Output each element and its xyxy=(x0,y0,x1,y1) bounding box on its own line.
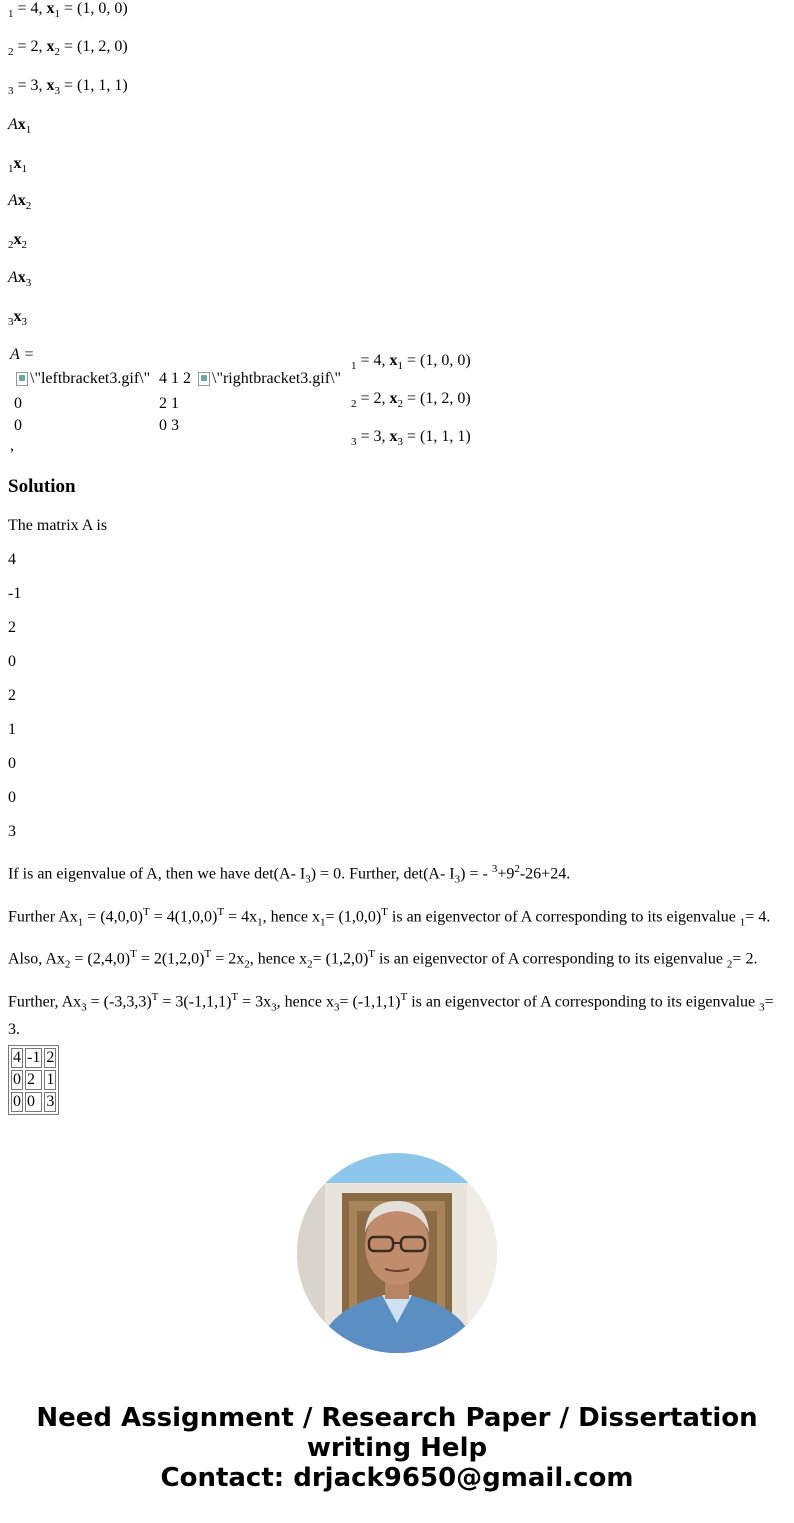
author-photo xyxy=(297,1153,497,1353)
paragraph-eigenvector-3: Further, $Ax_3 = (-3,3,3)^T = 3(-1,1,1)^T = 3x_3$, hence $x_3= (-1,1,1)^T$ is an eigenvector of A corresponding to its eigenvalue $_3$= 3. xyxy=(8,991,774,1038)
footer-line-1: Need Assignment / Research Paper / Dissertation xyxy=(36,1403,758,1433)
matrix-col0-row3: 0 xyxy=(14,417,22,434)
table-cell: 2 xyxy=(46,1049,55,1066)
eigen-line-2: $_2$ = 2, $x_2 = (1$, 2, 0) xyxy=(8,38,128,59)
product-ax1: $Ax_1$ xyxy=(8,116,32,137)
table-cell: 3 xyxy=(46,1093,55,1110)
footer-ad xyxy=(0,1403,794,1493)
eigen-right-3: $_3$ = 3, $x_3 = (1$, 1, 1) xyxy=(351,428,471,449)
table-cell: 0 xyxy=(25,1092,42,1112)
footer-line-2: writing Help xyxy=(306,1433,488,1463)
entry-6: 1 xyxy=(8,721,16,738)
matrix-label: A = xyxy=(10,346,35,363)
matrix-row-2: 2 1 xyxy=(159,395,179,412)
entry-4: 0 xyxy=(8,653,16,670)
matrix-table xyxy=(8,1045,59,1115)
product-lx3: $_3x_3$ xyxy=(8,308,27,329)
product-lx2: $_2x_2$ xyxy=(8,231,27,252)
product-ax2: $Ax_2$ xyxy=(8,192,32,213)
matrix-comma: , xyxy=(10,437,14,454)
author-portrait-icon xyxy=(297,1153,497,1353)
entry-8: 0 xyxy=(8,789,16,806)
table-cell: 4 xyxy=(13,1049,21,1066)
paragraph-characteristic: If is an eigenvalue of A, then we have det(A- $I_3) = 0$. Further, det(A- $I_3$) = - $^3+9^2-26+24$. xyxy=(8,863,571,886)
table-cell: -1 xyxy=(27,1049,41,1066)
matrix-row-3: 0 3 xyxy=(159,417,179,434)
entry-5: 2 xyxy=(8,687,16,704)
entry-3: 2 xyxy=(8,619,16,636)
footer-contact: Contact: drjack9650@gmail.com xyxy=(160,1463,634,1493)
matrix-row-1: 4 1 2 xyxy=(159,370,191,387)
solution-heading: Solution xyxy=(8,476,76,497)
solution-intro: The matrix A is xyxy=(8,517,108,534)
paragraph-eigenvector-1: Further $Ax_1 = (4,0,0)^T = 4(1,0,0)^T = 4x_1$, hence $x_1= (1,0,0)^T$ is an eigenvector of A corresponding to its eigenvalue $_1$= 4. xyxy=(8,906,771,929)
entry-2: -1 xyxy=(8,585,22,602)
table-row xyxy=(11,1048,56,1068)
right-bracket-image: \"rightbracket3.gif\" xyxy=(198,370,341,388)
product-lx1: $_1x_1$ xyxy=(8,155,27,176)
eigen-line-3: $_3$ = 3, $x_3 = (1$, 1, 1) xyxy=(8,77,128,98)
entry-9: 3 xyxy=(8,823,16,840)
broken-image-icon xyxy=(16,372,28,386)
left-bracket-image: \"leftbracket3.gif\" xyxy=(16,370,150,388)
table-cell: 0 xyxy=(13,1071,21,1088)
eigen-right-2: $_2$ = 2, $x_2 = (1$, 2, 0) xyxy=(351,390,471,411)
matrix-col0-row2: 0 xyxy=(14,395,22,412)
eigen-line-1: $_1$ = 4, $x_1 = (1$, 0, 0) xyxy=(8,0,128,21)
broken-image-icon xyxy=(198,372,210,386)
entry-7: 0 xyxy=(8,755,16,772)
table-row xyxy=(11,1092,56,1112)
table-cell: 0 xyxy=(13,1093,21,1110)
table-row xyxy=(11,1070,56,1090)
eigen-right-1: $_1$ = 4, $x_1 = (1$, 0, 0) xyxy=(351,352,471,373)
entry-1: 4 xyxy=(8,551,16,568)
paragraph-eigenvector-2: Also, $Ax_2 = (2,4,0)^T = 2(1,2,0)^T = 2x_2$, hence $x_2= (1,2,0)^T$ is an eigenvector of A corresponding to its eigenvalue $_2$= 2. xyxy=(8,948,758,971)
table-cell: 1 xyxy=(46,1071,55,1088)
table-cell: 2 xyxy=(25,1070,42,1090)
product-ax3: $Ax_3$ xyxy=(8,269,32,290)
